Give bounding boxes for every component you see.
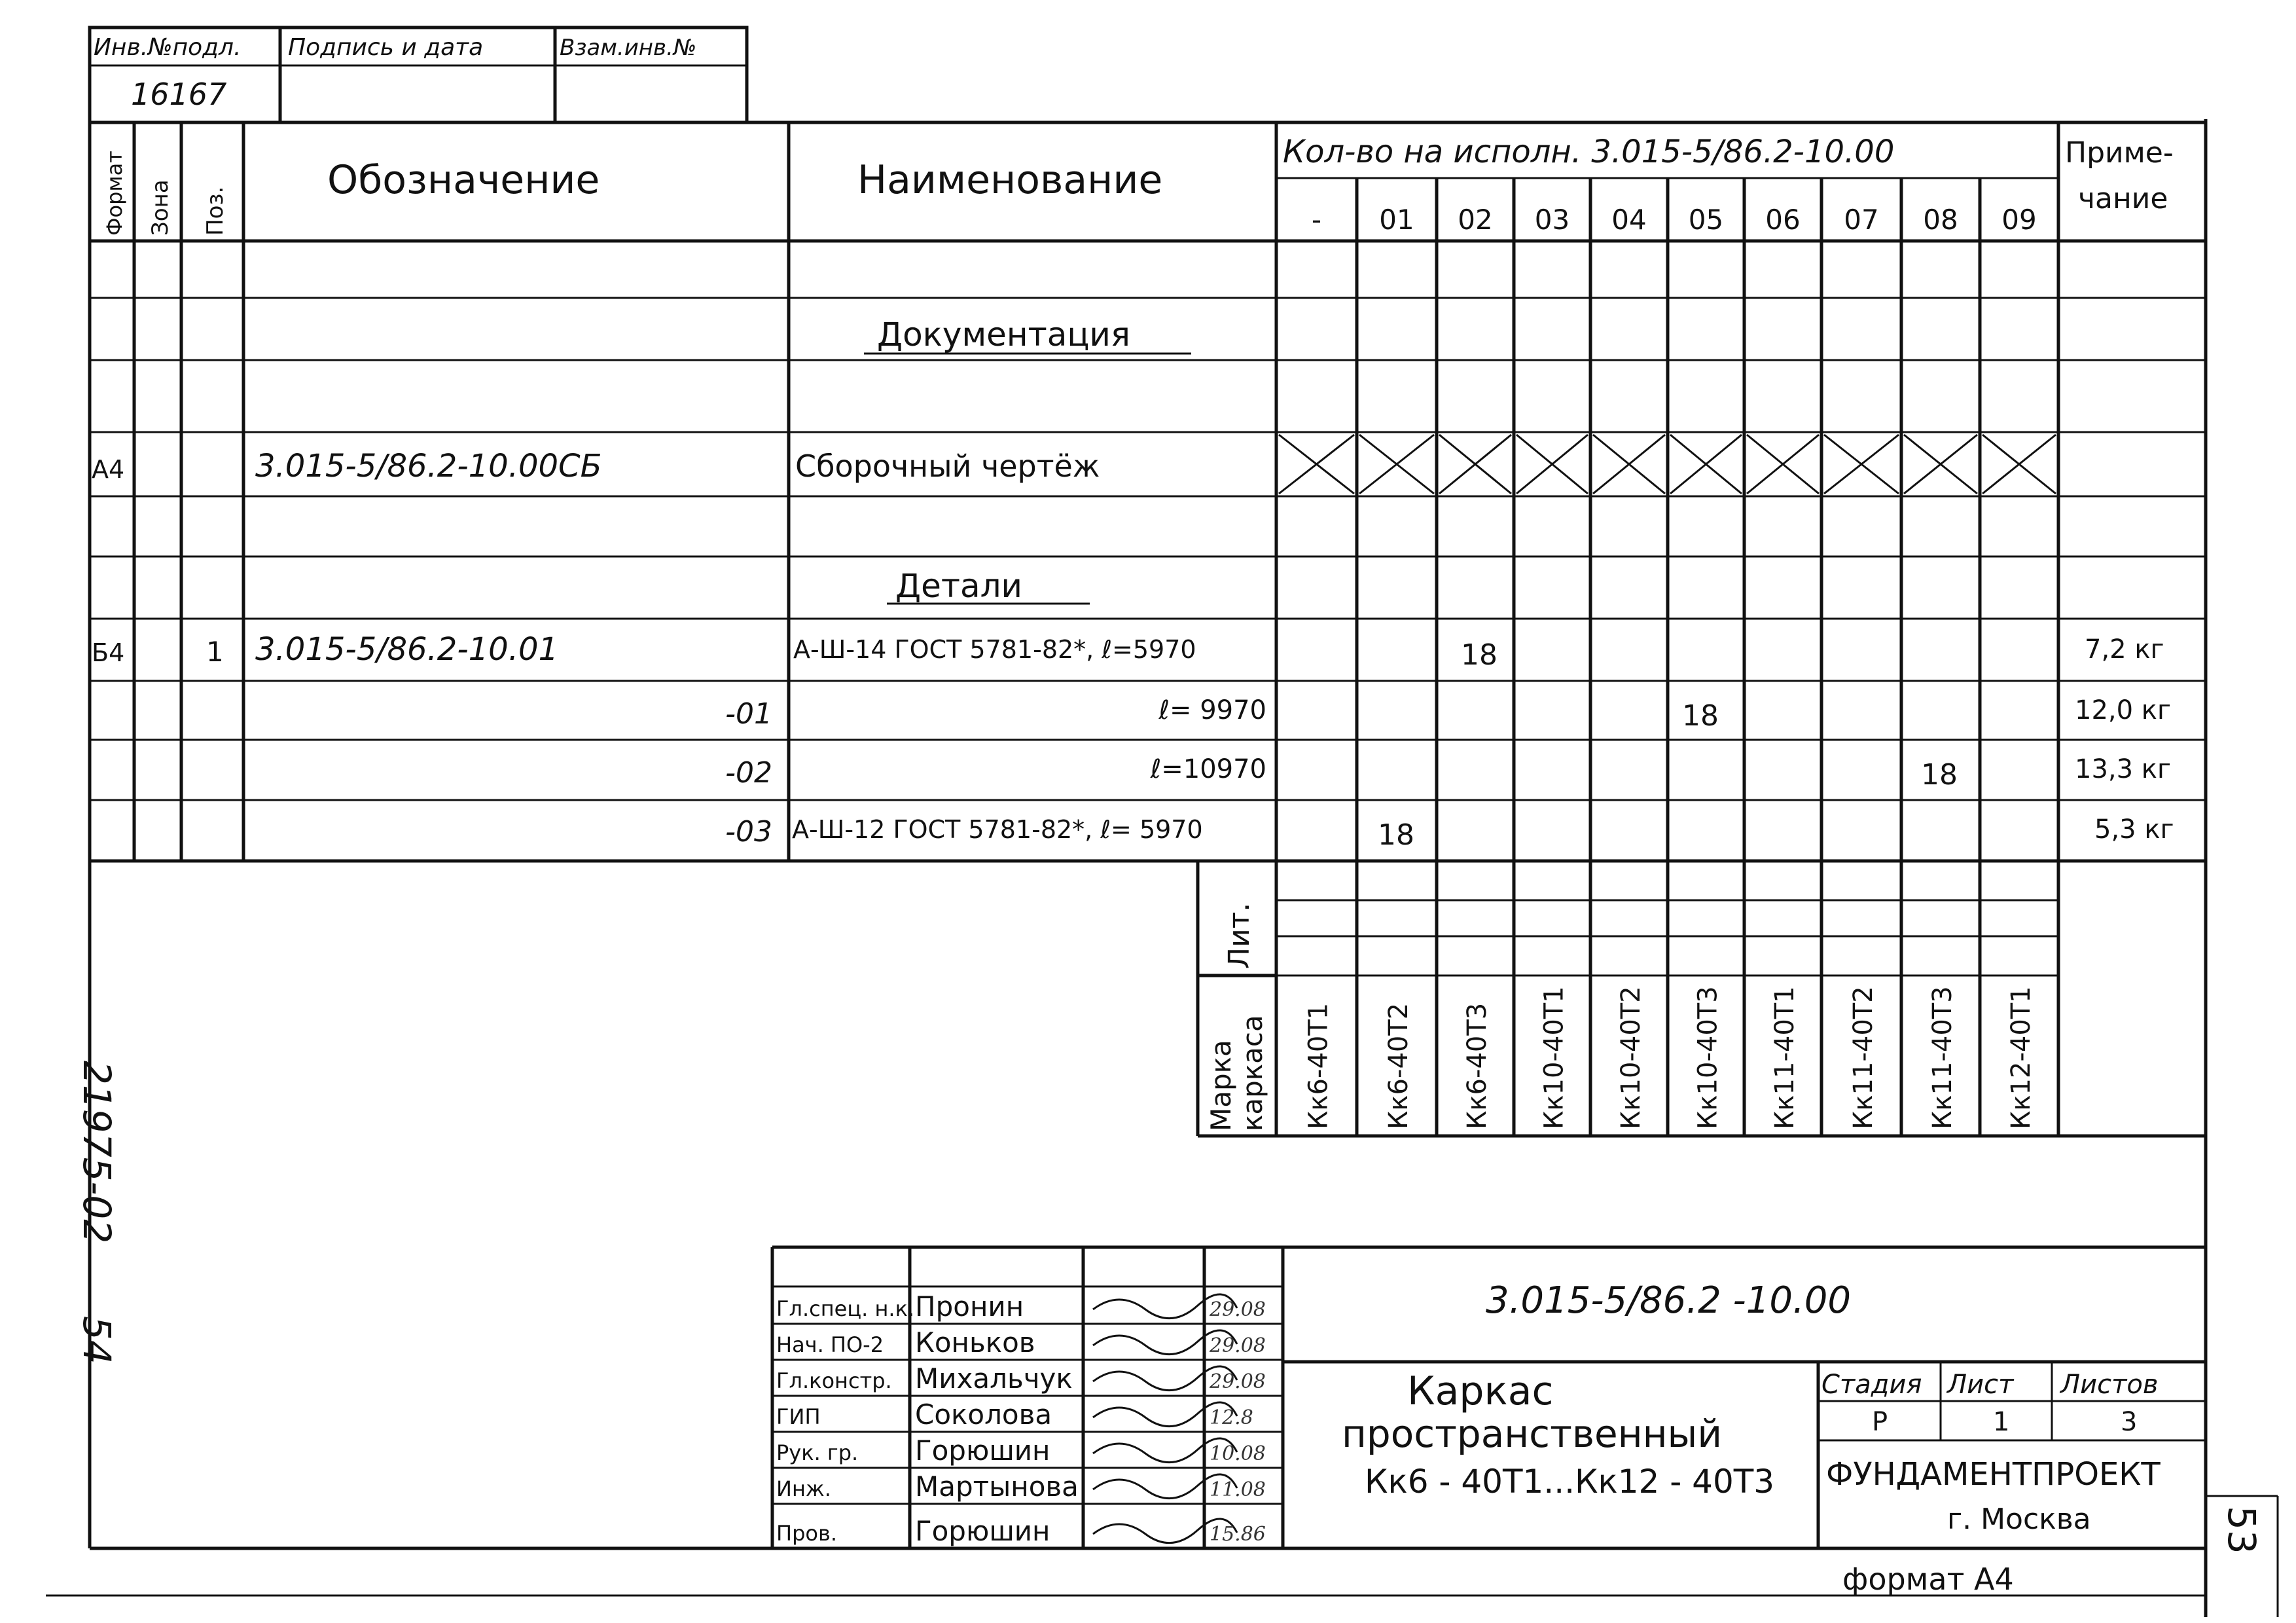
header-naimenovanie: Наименование xyxy=(857,157,1163,203)
signature-name: Горюшин xyxy=(915,1515,1050,1547)
signature-row xyxy=(776,1434,1266,1467)
signature-date: 29.08 xyxy=(1210,1370,1266,1393)
format-label: формат А4 xyxy=(1842,1561,2014,1597)
part-format: Б4 xyxy=(92,638,125,667)
section-documentation: Документация xyxy=(877,316,1130,354)
signature-date: 15.86 xyxy=(1210,1523,1266,1546)
part-designation: 3.015-5/86.2-10.01 xyxy=(255,631,559,668)
signature-role: Рук. гр. xyxy=(776,1440,859,1465)
signature-role: Нач. ПО-2 xyxy=(776,1332,884,1357)
signature-row xyxy=(776,1290,1266,1322)
part-03-name: А-Ш-12 ГОСТ 5781-82*, ℓ= 5970 xyxy=(792,815,1203,844)
variant-label: 01 xyxy=(1379,204,1414,236)
variant-label: 08 xyxy=(1923,204,1958,236)
table-row-part-03 xyxy=(725,814,2174,852)
signature-role: ГИП xyxy=(776,1404,821,1429)
part-03-note: 5,3 кг xyxy=(2094,814,2174,845)
variant-label: 09 xyxy=(2001,204,2037,236)
marka-label-1: Марка xyxy=(1205,1040,1237,1131)
mark-label: Кк11-40Т3 xyxy=(1928,986,1958,1129)
part-02-note: 13,3 кг xyxy=(2075,754,2171,784)
table-row-part-01 xyxy=(725,695,2171,733)
mark-label: Кк12-40Т1 xyxy=(2006,986,2036,1129)
part-02-qty-08: 18 xyxy=(1921,758,1958,792)
table-row-part-02 xyxy=(725,754,2171,792)
document-code: 3.015-5/86.2 -10.00 xyxy=(1486,1279,1852,1322)
signature-role: Гл.спец. н.к. xyxy=(776,1296,915,1321)
signature-row xyxy=(776,1398,1253,1431)
title-line-2: пространственный xyxy=(1342,1412,1723,1456)
side-left-number: 21975-02 xyxy=(75,1061,119,1244)
mark-label: Кк10-40Т3 xyxy=(1693,986,1723,1129)
part-01-designation: -01 xyxy=(725,697,772,731)
podpis-data-label: Подпись и дата xyxy=(288,34,484,61)
signature-date: 29.08 xyxy=(1210,1298,1266,1321)
inv-podl-value: 16167 xyxy=(131,77,227,112)
part-01-name: ℓ= 9970 xyxy=(1158,695,1266,725)
listov-value: 3 xyxy=(2121,1407,2138,1437)
list-label: Лист xyxy=(1947,1370,2014,1400)
title-block xyxy=(772,1247,2206,1597)
part-note: 7,2 кг xyxy=(2085,634,2164,665)
variant-label: 07 xyxy=(1844,204,1879,236)
part-poz: 1 xyxy=(206,636,224,668)
main-frame xyxy=(46,119,2278,1617)
signature-date: 11.08 xyxy=(1210,1478,1266,1501)
signature-name: Горюшин xyxy=(915,1434,1050,1467)
lit-label: Лит. xyxy=(1223,902,1256,969)
variant-label: 05 xyxy=(1688,204,1724,236)
variant-label: 02 xyxy=(1458,204,1493,236)
header-format: Формат xyxy=(102,151,127,236)
side-left-page: 54 xyxy=(75,1316,119,1364)
header-oboznachenie: Обозначение xyxy=(327,157,600,203)
part-03-designation: -03 xyxy=(725,815,772,848)
variant-label: 03 xyxy=(1534,204,1570,236)
variant-label: 06 xyxy=(1765,204,1801,236)
header-zona: Зона xyxy=(147,179,173,236)
signature-row xyxy=(776,1362,1266,1395)
signature-row xyxy=(776,1515,1266,1547)
header-primechanie-2: чание xyxy=(2078,182,2168,215)
signature-date: 10.08 xyxy=(1210,1442,1266,1465)
part-01-note: 12,0 кг xyxy=(2075,695,2171,725)
side-right-page: 53 xyxy=(2219,1506,2264,1554)
signature-name: Соколова xyxy=(915,1398,1052,1431)
spec-table xyxy=(90,122,2206,1136)
mark-label: Кк6-40Т2 xyxy=(1384,1002,1414,1129)
list-value: 1 xyxy=(1993,1407,2010,1437)
signature-name: Пронин xyxy=(915,1290,1024,1322)
variant-label: - xyxy=(1311,204,1322,236)
signature-name: Михальчук xyxy=(915,1362,1073,1395)
assembly-name: Сборочный чертёж xyxy=(795,448,1100,484)
signature-date: 12.8 xyxy=(1210,1406,1253,1429)
mark-label: Кк11-40Т1 xyxy=(1770,986,1800,1129)
listov-label: Листов xyxy=(2060,1370,2159,1400)
mark-label: Кк11-40Т2 xyxy=(1848,986,1878,1129)
part-name: А-Ш-14 ГОСТ 5781-82*, ℓ=5970 xyxy=(793,635,1196,664)
part-qty-02: 18 xyxy=(1461,638,1498,672)
part-03-qty-01: 18 xyxy=(1378,818,1414,852)
signature-role: Инж. xyxy=(776,1476,831,1501)
marka-label-2: каркаса xyxy=(1236,1015,1268,1131)
variant-label: 04 xyxy=(1611,204,1647,236)
mark-label: Кк6-40Т1 xyxy=(1303,1002,1334,1129)
signature-role: Пров. xyxy=(776,1521,837,1546)
assembly-format: А4 xyxy=(92,455,125,484)
signature-date: 29.08 xyxy=(1210,1334,1266,1357)
part-01-qty-05: 18 xyxy=(1682,699,1719,733)
part-02-designation: -02 xyxy=(725,756,772,790)
header-poz: Поз. xyxy=(202,186,228,236)
section-details: Детали xyxy=(895,567,1023,605)
vzam-inv-label: Взам.инв.№ xyxy=(560,35,697,61)
inv-podl-label: Инв.№подл. xyxy=(94,34,242,61)
part-02-name: ℓ=10970 xyxy=(1150,754,1266,784)
table-row-part xyxy=(92,631,2164,672)
table-header xyxy=(102,134,2174,236)
assembly-designation: 3.015-5/86.2-10.00СБ xyxy=(255,448,602,484)
city: г. Москва xyxy=(1947,1503,2091,1536)
organization: ФУНДАМЕНТПРОЕКТ xyxy=(1826,1456,2161,1493)
mark-label: Кк10-40Т1 xyxy=(1539,986,1570,1129)
mark-label: Кк10-40Т2 xyxy=(1616,986,1646,1129)
header-primechanie-1: Приме- xyxy=(2065,136,2174,170)
signature-row xyxy=(776,1470,1266,1503)
signature-role: Гл.констр. xyxy=(776,1368,892,1393)
mark-label: Кк6-40Т3 xyxy=(1462,1002,1492,1129)
signature-name: Мартынова xyxy=(915,1470,1079,1503)
title-line-1: Каркас xyxy=(1407,1368,1554,1414)
stadia-label: Стадия xyxy=(1821,1370,1922,1400)
header-kolvo: Кол-во на исполн. 3.015-5/86.2-10.00 xyxy=(1283,134,1895,170)
signature-row xyxy=(776,1326,1266,1359)
title-line-3: Кк6 - 40Т1...Кк12 - 40Т3 xyxy=(1365,1463,1775,1501)
stadia-value: Р xyxy=(1872,1407,1888,1437)
top-stamp xyxy=(90,27,747,122)
signature-name: Коньков xyxy=(915,1326,1035,1359)
